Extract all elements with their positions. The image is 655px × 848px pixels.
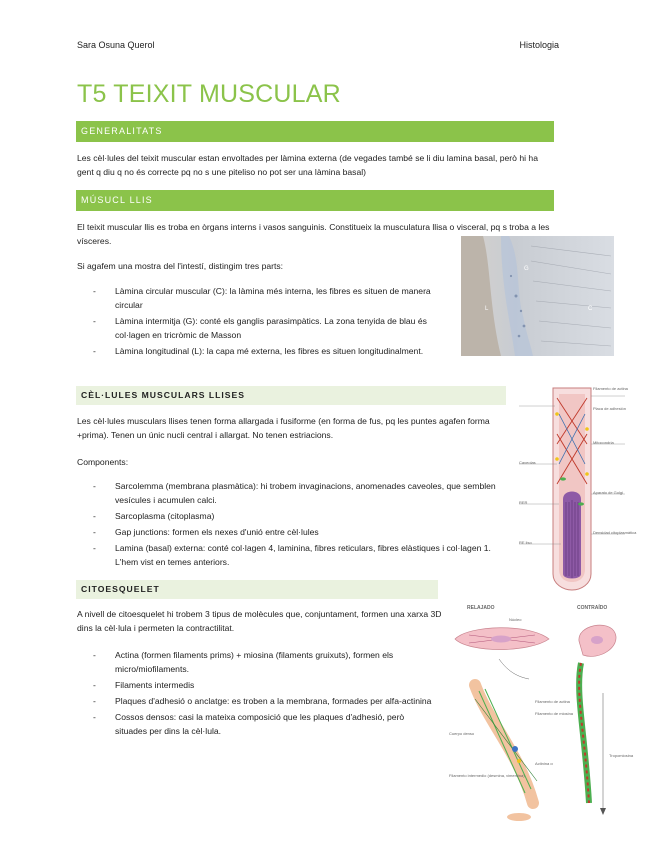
micrograph-label-g: G <box>524 266 529 272</box>
list-item: - Làmina longitudinal (L): la capa mé externa, les fibres es situen longitudinalment. <box>77 344 451 358</box>
header-author: Sara Osuna Querol <box>77 40 155 50</box>
muscul-llis-list <box>77 284 451 360</box>
diagram-label: RER <box>519 500 528 505</box>
section-heading-cellules: CÈL·LULES MUSCULARS LLISES <box>76 386 506 405</box>
generalitats-text: Les cèl·lules del teixit muscular estan envoltades per làmina externa (de vegades també se li diu lamina basal, però hi ha gent q diu q no és correcte pq no s une piteliso no pot ser una làmina basal) <box>77 153 538 177</box>
cellules-list <box>77 479 507 571</box>
list-item: - Sarcolemma (membrana plasmàtica): hi trobem invaginacions, anomenades caveoles, que semblen vesícules i acumulen calci. <box>77 479 507 507</box>
section-heading-citoesquelet: CITOESQUELET <box>76 580 438 599</box>
micrograph-label-c: C <box>588 306 593 312</box>
section-heading-muscul-llis: MÚSUCL LLIS <box>76 190 554 211</box>
list-item: - Plaques d'adhesió o anclatge: es troben a la membrana, formades per alfa-actinina <box>77 694 437 708</box>
citoesquelet-list <box>77 648 437 740</box>
section-heading-generalitats: GENERALITATS <box>76 121 554 142</box>
diagram-label: Cuerpo denso <box>449 731 475 736</box>
list-item: - Actina (formen filaments prims) + miosina (filaments gruixuts), formen els micro/miofilaments. <box>77 648 437 676</box>
diagram-label: Mitocondria <box>593 440 614 445</box>
diagram-label: RE liso <box>519 540 532 545</box>
diagram-label: Actinina α <box>535 761 553 766</box>
smooth-muscle-cell-diagram <box>519 384 637 592</box>
list-item: - Sarcoplasma (citoplasma) <box>77 509 507 523</box>
diagram-label: Tropomiosina <box>609 753 634 758</box>
cytoskeleton-diagram <box>449 603 639 828</box>
diagram-label-contracted: CONTRAÍDO <box>577 605 608 611</box>
muscul-llis-sample: Si agafem una mostra del l'intestí, distingim tres parts: <box>77 261 284 271</box>
micrograph-label-l: L <box>485 306 489 312</box>
intestine-micrograph <box>461 236 614 356</box>
diagram-label: Filamento intermedio (desmina, vimentina) <box>449 773 525 778</box>
list-item: - Lamina (basal) externa: conté col·lagen 4, laminina, fibres reticulars, fibres elàstiques i col·lagen 1. L'hem vist en temes anteriors. <box>77 541 507 569</box>
diagram-label: Filamento de actina <box>593 386 628 391</box>
list-item: - Cossos densos: casi la mateixa composició que les plaques d'adhesió, però situades per dins la cèl·lula. <box>77 710 437 738</box>
diagram-label: Filamento de miosina <box>535 711 574 716</box>
diagram-label-relaxed: RELAJADO <box>467 605 495 611</box>
diagram-label: Densidad citoplasmática <box>593 530 637 535</box>
cellules-components-label: Components: <box>77 457 129 467</box>
list-item: - Filaments intermedis <box>77 678 437 692</box>
list-item: - Gap junctions: formen els nexes d'unió entre cèl·lules <box>77 525 507 539</box>
cellules-intro: Les cèl·lules musculars llises tenen forma allargada i fusiforme (en forma de fus, pq les puntes agafen forma +prima). Tenen un únic nucli central i allargat. No tenen estriacions. <box>77 416 490 440</box>
diagram-label: Filamento de actina <box>535 699 570 704</box>
diagram-label: Caveolas <box>519 460 536 465</box>
diagram-label: Placa de adhesión <box>593 406 626 411</box>
diagram-label: Núcleo <box>509 617 522 622</box>
page-title: T5 TEIXIT MUSCULAR <box>77 80 341 108</box>
muscul-llis-intro: El teixit muscular llis es troba en òrgans interns i vasos sanguinis. Constitueix la musculatura llisa o visceral, pq s troba a les vísceres. <box>77 222 550 246</box>
citoesquelet-intro: A nivell de citoesquelet hi trobem 3 tipus de molècules que, conjuntament, formen una xarxa 3D dins la cèl·lula i permeten la contractilitat. <box>77 609 442 633</box>
list-item: - Làmina intermitja (G): conté els ganglis parasimpàtics. La zona tenyida de blau és col·lagen en tricròmic de Masson <box>77 314 451 342</box>
header-subject: Histologia <box>519 40 559 50</box>
list-item: - Làmina circular muscular (C): la làmina més interna, les fibres es situen de manera circular <box>77 284 451 312</box>
diagram-label: Aparato de Golgi <box>593 490 624 495</box>
